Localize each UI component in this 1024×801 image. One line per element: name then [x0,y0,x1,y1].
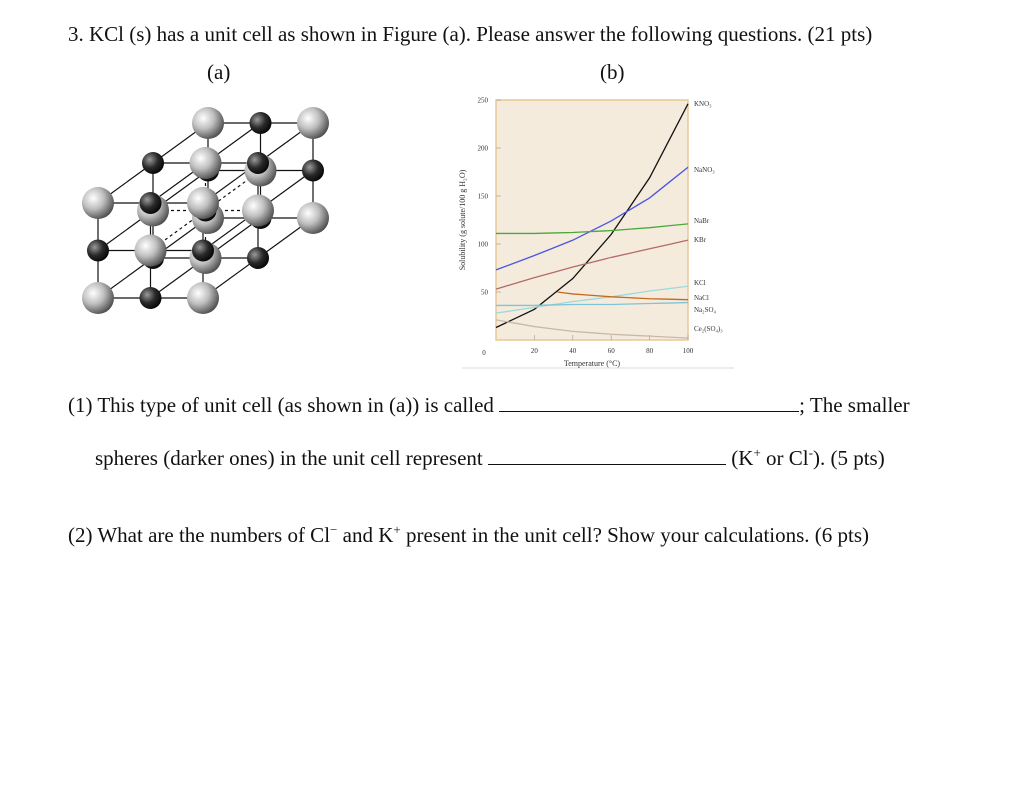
part1-points: (5 pts) [830,446,885,470]
series-label-na2so4: Na₂SO₄ [694,306,716,314]
part1-tail: ; The smaller [799,393,910,417]
chloride-ion [187,282,219,314]
x-tick-label: 60 [607,347,615,355]
potassium-ion [247,152,269,174]
chloride-ion [190,147,222,179]
y-tick-label: 150 [477,192,488,201]
figure-b-label: (b) [600,60,625,84]
x-tick-label: 20 [530,347,538,355]
part1-line2-lead: spheres (darker ones) in the unit cell represent [95,446,483,470]
y-tick-label: 250 [477,96,488,105]
potassium-ion [250,112,272,134]
series-label-kno3: KNO₃ [694,100,712,108]
y-axis-label: Solubility (g solute/100 g H₂O) [458,169,467,271]
chloride-ion [135,235,167,267]
x-tick-label: 100 [682,347,694,355]
y-tick-label: 50 [481,288,488,297]
chloride-ion [82,187,114,219]
x-axis-label: Temperature (°C) [563,359,621,368]
potassium-ion [192,240,214,262]
series-label-ce2so43: Ce₂(SO₄)₃ [694,325,723,333]
chloride-ion [192,107,224,139]
chloride-ion [82,282,114,314]
potassium-ion [142,152,164,174]
chloride-ion [242,195,274,227]
chloride-ion [187,187,219,219]
unit-cell-type-blank[interactable] [499,393,799,412]
unit-cell-figure [70,98,340,368]
x-tick-label: 40 [569,347,577,355]
solubility-chart [452,92,772,374]
y-tick-label: 100 [477,240,488,249]
potassium-charge: + [393,522,401,537]
chloride-ion [297,202,329,234]
question-number: 3. [68,22,84,46]
part2-points: (6 pts) [814,523,870,547]
part1-lead: (1) This type of unit cell (as shown in (a)) is called [68,393,494,417]
part2-line: (2) What are the numbers of Cl− and K+ present in the unit cell? Show your calculations. (6 pts) [68,522,870,547]
potassium-ion [247,247,269,269]
series-label-nacl: NaCl [694,294,709,302]
series-labels [694,100,723,333]
figure-a-label: (a) [207,60,231,84]
part2-lead: (2) What are the numbers of Cl [68,523,331,547]
y-tick-label: 200 [477,144,488,153]
series-label-nano3: NaNO₃ [694,166,715,174]
part1-line1 [68,393,910,418]
chloride-ion [297,107,329,139]
ion-type-blank[interactable] [488,446,726,465]
series-label-kbr: KBr [694,236,707,244]
potassium-ion [302,160,324,182]
potassium-ion [140,287,162,309]
potassium-ion [87,240,109,262]
series-label-nabr: NaBr [694,217,710,225]
origin-tick-label: 0 [482,349,486,357]
x-tick-label: 80 [646,347,654,355]
question-text: KCl (s) has a unit cell as shown in Figure (a). Please answer the following questions. [89,22,803,46]
potassium-ion [140,192,162,214]
ion-choice: (K+ or Cl-). [731,445,826,470]
question-header [68,22,872,47]
chloride-charge: − [330,522,338,537]
part1-line2 [95,446,885,471]
series-label-kcl: KCl [694,279,706,287]
question-points: (21 pts) [807,22,873,46]
